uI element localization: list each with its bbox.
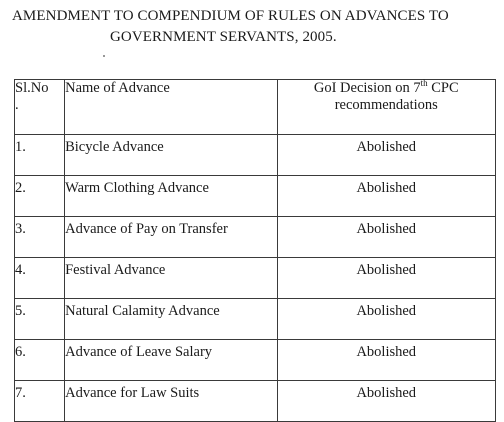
table-header-row xyxy=(15,80,496,135)
header-decision-suffix: CPC xyxy=(427,80,459,96)
cell-sl-no: 2. xyxy=(15,176,65,217)
cell-advance-name: Natural Calamity Advance xyxy=(65,299,277,340)
cell-decision: Abolished xyxy=(277,299,495,340)
header-decision-line2: recommendations xyxy=(334,97,438,113)
cell-advance-name: Advance of Leave Salary xyxy=(65,340,277,381)
cell-decision: Abolished xyxy=(277,381,495,422)
cell-sl-no: 6. xyxy=(15,340,65,381)
cell-advance-name: Advance of Pay on Transfer xyxy=(65,217,277,258)
table-row xyxy=(15,299,496,340)
cell-decision: Abolished xyxy=(277,135,495,176)
document-title xyxy=(0,6,504,48)
cell-sl-no: 4. xyxy=(15,258,65,299)
cell-decision: Abolished xyxy=(277,258,495,299)
table-row xyxy=(15,340,496,381)
header-name-of-advance: Name of Advance xyxy=(65,80,277,135)
table-row xyxy=(15,258,496,299)
cell-decision: Abolished xyxy=(277,176,495,217)
stray-mark xyxy=(103,55,105,57)
advances-table xyxy=(14,79,496,422)
cell-decision: Abolished xyxy=(277,217,495,258)
table-row xyxy=(15,135,496,176)
cell-decision: Abolished xyxy=(277,340,495,381)
table-row xyxy=(15,381,496,422)
header-decision-superscript: th xyxy=(420,78,428,89)
cell-advance-name: Advance for Law Suits xyxy=(65,381,277,422)
header-goi-decision xyxy=(277,80,495,135)
cell-sl-no: 3. xyxy=(15,217,65,258)
header-sl-no xyxy=(15,80,65,135)
header-sl-no-label: Sl.No xyxy=(15,80,49,96)
cell-advance-name: Festival Advance xyxy=(65,258,277,299)
cell-sl-no: 5. xyxy=(15,299,65,340)
title-line-1: AMENDMENT TO COMPENDIUM OF RULES ON ADVANCES TO xyxy=(12,8,449,24)
header-sl-no-dot: . xyxy=(15,97,19,113)
title-line-2: GOVERNMENT SERVANTS, 2005. xyxy=(110,29,337,45)
cell-advance-name: Bicycle Advance xyxy=(65,135,277,176)
cell-advance-name: Warm Clothing Advance xyxy=(65,176,277,217)
cell-sl-no: 1. xyxy=(15,135,65,176)
table-row xyxy=(15,217,496,258)
header-decision-text: GoI Decision on 7 xyxy=(313,80,421,96)
table-row xyxy=(15,176,496,217)
cell-sl-no: 7. xyxy=(15,381,65,422)
